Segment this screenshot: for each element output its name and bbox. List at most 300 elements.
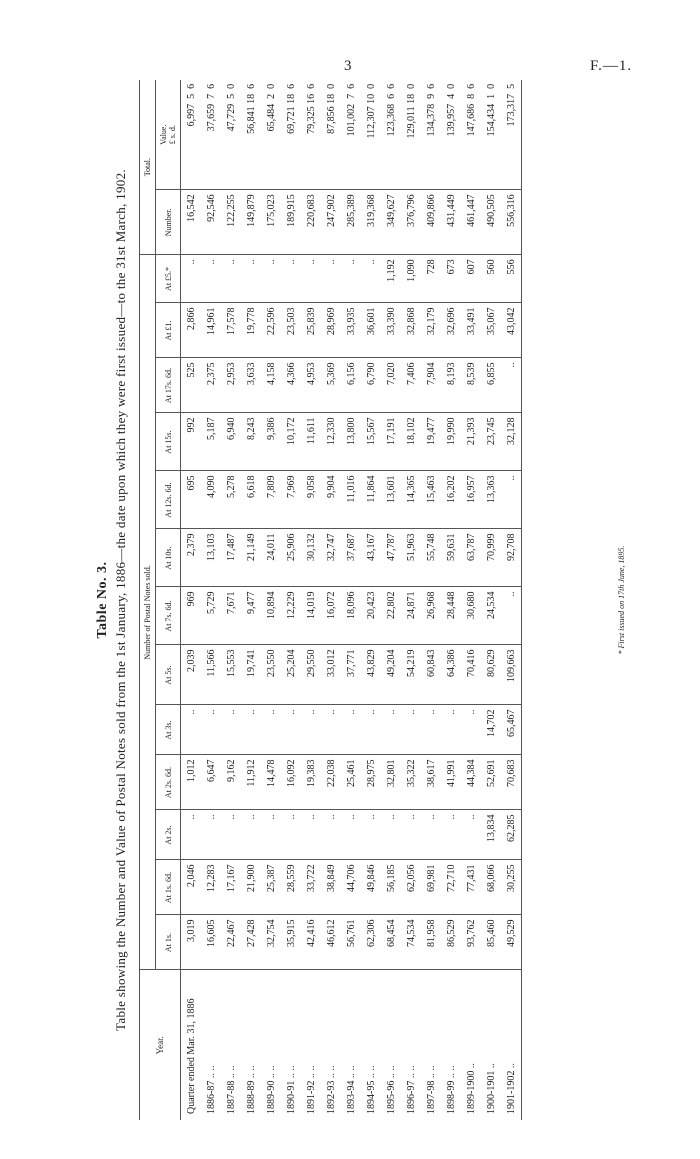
count-cell: .. xyxy=(181,810,202,860)
count-cell: 9,477 xyxy=(241,587,261,645)
count-cell: .. xyxy=(421,810,441,860)
total-value-cell: 101,002 7 6 xyxy=(341,80,361,190)
count-cell: 15,553 xyxy=(221,645,241,705)
count-cell: 54,219 xyxy=(401,645,421,705)
count-cell: .. xyxy=(321,810,341,860)
count-cell: .. xyxy=(341,810,361,860)
count-cell: 18,102 xyxy=(401,413,421,471)
count-cell: 8,193 xyxy=(441,358,461,413)
count-cell: 38,617 xyxy=(421,755,441,810)
column-header: At 15s. xyxy=(156,413,181,471)
count-cell: 607 xyxy=(461,255,481,303)
count-cell: 63,787 xyxy=(461,529,481,587)
count-cell: .. xyxy=(441,810,461,860)
count-cell: 28,448 xyxy=(441,587,461,645)
count-cell: 18,096 xyxy=(341,587,361,645)
count-cell: 56,185 xyxy=(381,860,401,915)
count-cell: 49,204 xyxy=(381,645,401,705)
total-value-cell: 47,729 5 0 xyxy=(221,80,241,190)
column-header: At 17s. 6d. xyxy=(156,358,181,413)
count-cell: 77,431 xyxy=(461,860,481,915)
count-cell: .. xyxy=(241,705,261,755)
count-cell: 28,969 xyxy=(321,303,341,358)
count-cell: 13,800 xyxy=(341,413,361,471)
count-cell: 22,467 xyxy=(221,915,241,970)
count-cell: 24,534 xyxy=(481,587,501,645)
count-cell: 51,963 xyxy=(401,529,421,587)
count-cell: 9,162 xyxy=(221,755,241,810)
count-cell: 11,566 xyxy=(201,645,221,705)
count-cell: .. xyxy=(441,705,461,755)
year-cell: 1901-1902 .. xyxy=(501,970,522,1120)
count-cell: 525 xyxy=(181,358,202,413)
count-cell: 17,578 xyxy=(221,303,241,358)
column-header: At 1s. 6d. xyxy=(156,860,181,915)
table-row xyxy=(341,80,361,1120)
total-value-cell: 79,325 16 6 xyxy=(301,80,321,190)
total-number-cell: 349,627 xyxy=(381,190,401,255)
total-value-cell: 6,997 5 6 xyxy=(181,80,202,190)
total-number-cell: 122,255 xyxy=(221,190,241,255)
count-cell: 36,601 xyxy=(361,303,381,358)
count-cell: 32,868 xyxy=(401,303,421,358)
count-cell: 19,778 xyxy=(241,303,261,358)
table-title: Table No. 3. xyxy=(95,561,110,639)
count-cell: 5,187 xyxy=(201,413,221,471)
count-cell: 64,386 xyxy=(441,645,461,705)
count-cell: 14,019 xyxy=(301,587,321,645)
year-cell: 1894-95 .. .. xyxy=(365,1065,377,1114)
year-cell: 1898-99 .. .. xyxy=(445,1065,457,1114)
count-cell: 1,090 xyxy=(401,255,421,303)
count-cell: .. xyxy=(321,255,341,303)
count-cell: .. xyxy=(341,255,361,303)
total-value-cell: 112,307 10 0 xyxy=(361,80,381,190)
total-value-cell: 123,368 6 6 xyxy=(381,80,401,190)
table-row xyxy=(301,80,321,1120)
count-cell: 2,379 xyxy=(181,529,202,587)
count-cell: .. xyxy=(281,255,301,303)
total-value-cell: 37,659 7 6 xyxy=(201,80,221,190)
count-cell: 35,322 xyxy=(401,755,421,810)
column-header: At 5s. xyxy=(156,645,181,705)
count-cell: 80,629 xyxy=(481,645,501,705)
count-cell: 9,058 xyxy=(301,471,321,529)
total-number-cell: 431,449 xyxy=(441,190,461,255)
year-cell: Quarter ended Mar. 31, 1886 xyxy=(185,998,197,1114)
count-cell: 27,428 xyxy=(241,915,261,970)
count-cell: 10,172 xyxy=(281,413,301,471)
count-cell: 11,864 xyxy=(361,471,381,529)
table-row xyxy=(281,80,301,1120)
total-column-header: Number. xyxy=(156,190,181,255)
count-cell: 25,204 xyxy=(281,645,301,705)
count-cell: .. xyxy=(461,810,481,860)
count-cell: 30,255 xyxy=(501,860,522,915)
count-cell: 19,477 xyxy=(421,413,441,471)
count-cell: 44,706 xyxy=(341,860,361,915)
total-number-cell: 189,915 xyxy=(281,190,301,255)
count-cell: 7,671 xyxy=(221,587,241,645)
count-cell: 13,601 xyxy=(381,471,401,529)
count-cell: .. xyxy=(381,705,401,755)
count-cell: .. xyxy=(261,705,281,755)
count-cell: 62,056 xyxy=(401,860,421,915)
count-cell: .. xyxy=(301,705,321,755)
count-cell: 81,958 xyxy=(421,915,441,970)
total-number-cell: 285,389 xyxy=(341,190,361,255)
count-cell: .. xyxy=(461,705,481,755)
table-row xyxy=(241,80,261,1120)
count-cell: .. xyxy=(261,255,281,303)
count-cell: 6,647 xyxy=(201,755,221,810)
count-cell: 23,503 xyxy=(281,303,301,358)
count-cell: .. xyxy=(181,705,202,755)
count-cell: 68,066 xyxy=(481,860,501,915)
count-cell: 93,762 xyxy=(461,915,481,970)
count-cell: 673 xyxy=(441,255,461,303)
count-cell: 25,387 xyxy=(261,860,281,915)
total-number-cell: 175,023 xyxy=(261,190,281,255)
total-number-cell: 461,447 xyxy=(461,190,481,255)
column-header: At 2s. 6d. xyxy=(156,755,181,810)
count-cell: .. xyxy=(401,810,421,860)
total-value-cell: 154,434 1 0 xyxy=(481,80,501,190)
count-cell: 32,696 xyxy=(441,303,461,358)
count-cell: 3,633 xyxy=(241,358,261,413)
table-body xyxy=(181,80,522,1120)
count-cell: 7,904 xyxy=(421,358,441,413)
count-cell: 70,416 xyxy=(461,645,481,705)
count-cell: 6,618 xyxy=(241,471,261,529)
total-number-cell: 149,879 xyxy=(241,190,261,255)
value-units: £ s. d. xyxy=(168,125,177,145)
column-header: At 2s. xyxy=(156,810,181,860)
count-cell: 28,559 xyxy=(281,860,301,915)
column-header: At 7s. 6d. xyxy=(156,587,181,645)
column-header-row xyxy=(156,80,181,1120)
total-value-cell: 129,011 18 0 xyxy=(401,80,421,190)
count-cell: .. xyxy=(261,810,281,860)
count-cell: 35,915 xyxy=(281,915,301,970)
count-cell: 32,754 xyxy=(261,915,281,970)
table-row xyxy=(481,80,501,1120)
count-cell: 6,790 xyxy=(361,358,381,413)
count-cell: 4,090 xyxy=(201,471,221,529)
count-cell: 5,278 xyxy=(221,471,241,529)
year-cell: 1899-1900 .. xyxy=(465,1063,477,1114)
count-cell: 30,132 xyxy=(301,529,321,587)
count-cell: 14,478 xyxy=(261,755,281,810)
total-value-cell: 65,484 2 0 xyxy=(261,80,281,190)
count-cell: .. xyxy=(301,255,321,303)
count-cell: .. xyxy=(341,705,361,755)
count-cell: 43,829 xyxy=(361,645,381,705)
count-cell: 17,191 xyxy=(381,413,401,471)
total-value-cell: 69,721 18 6 xyxy=(281,80,301,190)
count-cell: 43,042 xyxy=(501,303,522,358)
table-row xyxy=(401,80,421,1120)
count-cell: 17,487 xyxy=(221,529,241,587)
count-cell: 3,019 xyxy=(181,915,202,970)
count-cell: 16,092 xyxy=(281,755,301,810)
table-row xyxy=(181,80,202,1120)
column-header: At 10s. xyxy=(156,529,181,587)
rotated-table-block xyxy=(95,80,655,1120)
count-cell: 17,167 xyxy=(221,860,241,915)
count-cell: 49,846 xyxy=(361,860,381,915)
count-cell: 7,020 xyxy=(381,358,401,413)
postal-notes-table xyxy=(139,80,522,1120)
count-cell: 6,156 xyxy=(341,358,361,413)
count-cell: 92,708 xyxy=(501,529,522,587)
count-cell: 23,745 xyxy=(481,413,501,471)
count-cell: 13,363 xyxy=(481,471,501,529)
count-cell: 16,605 xyxy=(201,915,221,970)
count-cell: 728 xyxy=(421,255,441,303)
count-cell: 25,839 xyxy=(301,303,321,358)
count-cell: 46,612 xyxy=(321,915,341,970)
count-cell: 70,999 xyxy=(481,529,501,587)
count-cell: 28,975 xyxy=(361,755,381,810)
count-cell: 29,550 xyxy=(301,645,321,705)
column-header: At £5.* xyxy=(156,255,181,303)
year-cell: 1893-94 .. .. xyxy=(345,1065,357,1114)
year-cell: 1887-88 .. .. xyxy=(225,1065,237,1114)
count-cell: 33,390 xyxy=(381,303,401,358)
count-cell: 38,849 xyxy=(321,860,341,915)
year-header: Year. xyxy=(140,970,181,1120)
count-cell: 24,011 xyxy=(261,529,281,587)
count-cell: 69,981 xyxy=(421,860,441,915)
table-row xyxy=(441,80,461,1120)
table-row xyxy=(221,80,241,1120)
count-cell: 7,809 xyxy=(261,471,281,529)
count-cell: 21,900 xyxy=(241,860,261,915)
count-cell: 22,038 xyxy=(321,755,341,810)
year-cell: 1892-93 .. .. xyxy=(325,1065,337,1114)
year-cell: 1886-87 .. .. xyxy=(205,1065,217,1114)
count-cell: 4,953 xyxy=(301,358,321,413)
count-cell: 86,529 xyxy=(441,915,461,970)
count-cell: .. xyxy=(501,358,522,413)
count-cell: 49,529 xyxy=(501,915,522,970)
count-cell: 12,330 xyxy=(321,413,341,471)
year-cell: 1888-89 .. .. xyxy=(245,1065,257,1114)
count-cell: 8,243 xyxy=(241,413,261,471)
count-cell: .. xyxy=(281,705,301,755)
count-cell: 5,369 xyxy=(321,358,341,413)
count-cell: 12,229 xyxy=(281,587,301,645)
count-cell: 25,906 xyxy=(281,529,301,587)
value-header-label: Value. xyxy=(159,124,168,145)
total-number-cell: 556,316 xyxy=(501,190,522,255)
count-cell: 32,747 xyxy=(321,529,341,587)
count-cell: 14,961 xyxy=(201,303,221,358)
count-cell: 19,990 xyxy=(441,413,461,471)
count-cell: 32,801 xyxy=(381,755,401,810)
count-cell: 11,016 xyxy=(341,471,361,529)
count-cell: 25,461 xyxy=(341,755,361,810)
count-cell: .. xyxy=(221,810,241,860)
year-cell: 1897-98 .. .. xyxy=(425,1065,437,1114)
count-cell: 7,969 xyxy=(281,471,301,529)
count-cell: 33,935 xyxy=(341,303,361,358)
count-cell: .. xyxy=(221,705,241,755)
count-cell: 14,702 xyxy=(481,705,501,755)
total-group-header: Total. xyxy=(140,80,156,255)
count-cell: 30,680 xyxy=(461,587,481,645)
count-cell: 2,866 xyxy=(181,303,202,358)
count-cell: .. xyxy=(361,705,381,755)
count-cell: 5,729 xyxy=(201,587,221,645)
count-cell: .. xyxy=(241,255,261,303)
count-cell: 560 xyxy=(481,255,501,303)
count-cell: 42,416 xyxy=(301,915,321,970)
count-cell: 60,843 xyxy=(421,645,441,705)
count-cell: 22,802 xyxy=(381,587,401,645)
table-footnote: * First issued on 17th June, 1895. xyxy=(617,545,626,655)
count-cell: 6,855 xyxy=(481,358,501,413)
count-cell: 47,787 xyxy=(381,529,401,587)
count-cell: .. xyxy=(181,255,202,303)
total-number-cell: 319,368 xyxy=(361,190,381,255)
count-cell: .. xyxy=(221,255,241,303)
count-cell: 2,375 xyxy=(201,358,221,413)
number-group-header: Number of Postal Notes sold. xyxy=(140,255,156,970)
count-cell: .. xyxy=(381,810,401,860)
count-cell: .. xyxy=(201,255,221,303)
count-cell: 33,722 xyxy=(301,860,321,915)
total-number-cell: 220,683 xyxy=(301,190,321,255)
count-cell: 2,953 xyxy=(221,358,241,413)
count-cell: 22,596 xyxy=(261,303,281,358)
table-row xyxy=(501,80,522,1120)
count-cell: 6,940 xyxy=(221,413,241,471)
count-cell: .. xyxy=(201,705,221,755)
count-cell: .. xyxy=(401,705,421,755)
total-number-cell: 376,796 xyxy=(401,190,421,255)
column-header: At 1s. xyxy=(156,915,181,970)
document-reference: F.—1. xyxy=(590,58,633,74)
count-cell: 16,957 xyxy=(461,471,481,529)
year-cell: 1895-96 .. .. xyxy=(385,1065,397,1114)
year-cell: 1890-91 .. .. xyxy=(285,1065,297,1114)
count-cell: 35,067 xyxy=(481,303,501,358)
total-value-cell: 147,686 8 6 xyxy=(461,80,481,190)
table-row xyxy=(421,80,441,1120)
total-value-cell: 173,317 5 xyxy=(501,80,522,190)
column-header: At 12s. 6d. xyxy=(156,471,181,529)
count-cell: .. xyxy=(421,705,441,755)
table-row xyxy=(461,80,481,1120)
count-cell: 11,912 xyxy=(241,755,261,810)
total-number-cell: 409,866 xyxy=(421,190,441,255)
count-cell: .. xyxy=(321,705,341,755)
count-cell: 37,771 xyxy=(341,645,361,705)
count-cell: 9,904 xyxy=(321,471,341,529)
count-cell: 70,683 xyxy=(501,755,522,810)
count-cell: 16,072 xyxy=(321,587,341,645)
total-number-cell: 490,505 xyxy=(481,190,501,255)
count-cell: 21,149 xyxy=(241,529,261,587)
count-cell: .. xyxy=(281,810,301,860)
count-cell: 65,467 xyxy=(501,705,522,755)
column-header: At £1. xyxy=(156,303,181,358)
count-cell: 16,202 xyxy=(441,471,461,529)
count-cell: .. xyxy=(501,471,522,529)
count-cell: 68,454 xyxy=(381,915,401,970)
total-number-cell: 92,546 xyxy=(201,190,221,255)
count-cell: 4,366 xyxy=(281,358,301,413)
page-number: 3 xyxy=(344,58,352,74)
count-cell: 52,691 xyxy=(481,755,501,810)
count-cell: 10,894 xyxy=(261,587,281,645)
total-value-cell: 56,841 18 6 xyxy=(241,80,261,190)
count-cell: 62,306 xyxy=(361,915,381,970)
count-cell: .. xyxy=(301,810,321,860)
count-cell: 992 xyxy=(181,413,202,471)
total-value-cell: 139,957 4 0 xyxy=(441,80,461,190)
total-number-cell: 16,542 xyxy=(181,190,202,255)
count-cell: 21,393 xyxy=(461,413,481,471)
count-cell: .. xyxy=(201,810,221,860)
count-cell: .. xyxy=(501,587,522,645)
count-cell: 43,167 xyxy=(361,529,381,587)
year-cell: 1900-1901 .. xyxy=(485,1063,497,1114)
count-cell: 55,748 xyxy=(421,529,441,587)
count-cell: 19,383 xyxy=(301,755,321,810)
count-cell: 9,386 xyxy=(261,413,281,471)
count-cell: 12,283 xyxy=(201,860,221,915)
count-cell: 19,741 xyxy=(241,645,261,705)
count-cell: 32,179 xyxy=(421,303,441,358)
count-cell: 74,534 xyxy=(401,915,421,970)
table-row xyxy=(201,80,221,1120)
table-row xyxy=(381,80,401,1120)
count-cell: 7,406 xyxy=(401,358,421,413)
total-number-cell: 247,902 xyxy=(321,190,341,255)
table-subtitle: Table showing the Number and Value of Postal Notes sold from the 1st January, 1886—the date upon which they were first issued—to the 31st March, 1902. xyxy=(113,169,128,1031)
count-cell: 32,128 xyxy=(501,413,522,471)
count-cell: 556 xyxy=(501,255,522,303)
count-cell: 26,968 xyxy=(421,587,441,645)
count-cell: 15,463 xyxy=(421,471,441,529)
count-cell: 1,012 xyxy=(181,755,202,810)
total-value-cell: 87,856 18 0 xyxy=(321,80,341,190)
count-cell: 62,285 xyxy=(501,810,522,860)
year-cell: 1891-92 .. .. xyxy=(305,1065,317,1114)
column-header: At 3s. xyxy=(156,705,181,755)
count-cell: 85,460 xyxy=(481,915,501,970)
count-cell: 2,039 xyxy=(181,645,202,705)
count-cell: 56,761 xyxy=(341,915,361,970)
count-cell: 4,158 xyxy=(261,358,281,413)
count-cell: 23,550 xyxy=(261,645,281,705)
total-value-cell: 134,378 9 6 xyxy=(421,80,441,190)
count-cell: .. xyxy=(361,810,381,860)
total-column-header xyxy=(156,80,181,190)
count-cell: 15,567 xyxy=(361,413,381,471)
count-cell: 44,384 xyxy=(461,755,481,810)
count-cell: .. xyxy=(241,810,261,860)
year-cell: 1889-90 .. .. xyxy=(265,1065,277,1114)
year-cell: 1896-97 .. .. xyxy=(405,1065,417,1114)
table-row xyxy=(261,80,281,1120)
count-cell: 14,365 xyxy=(401,471,421,529)
count-cell: 41,991 xyxy=(441,755,461,810)
count-cell: 109,663 xyxy=(501,645,522,705)
